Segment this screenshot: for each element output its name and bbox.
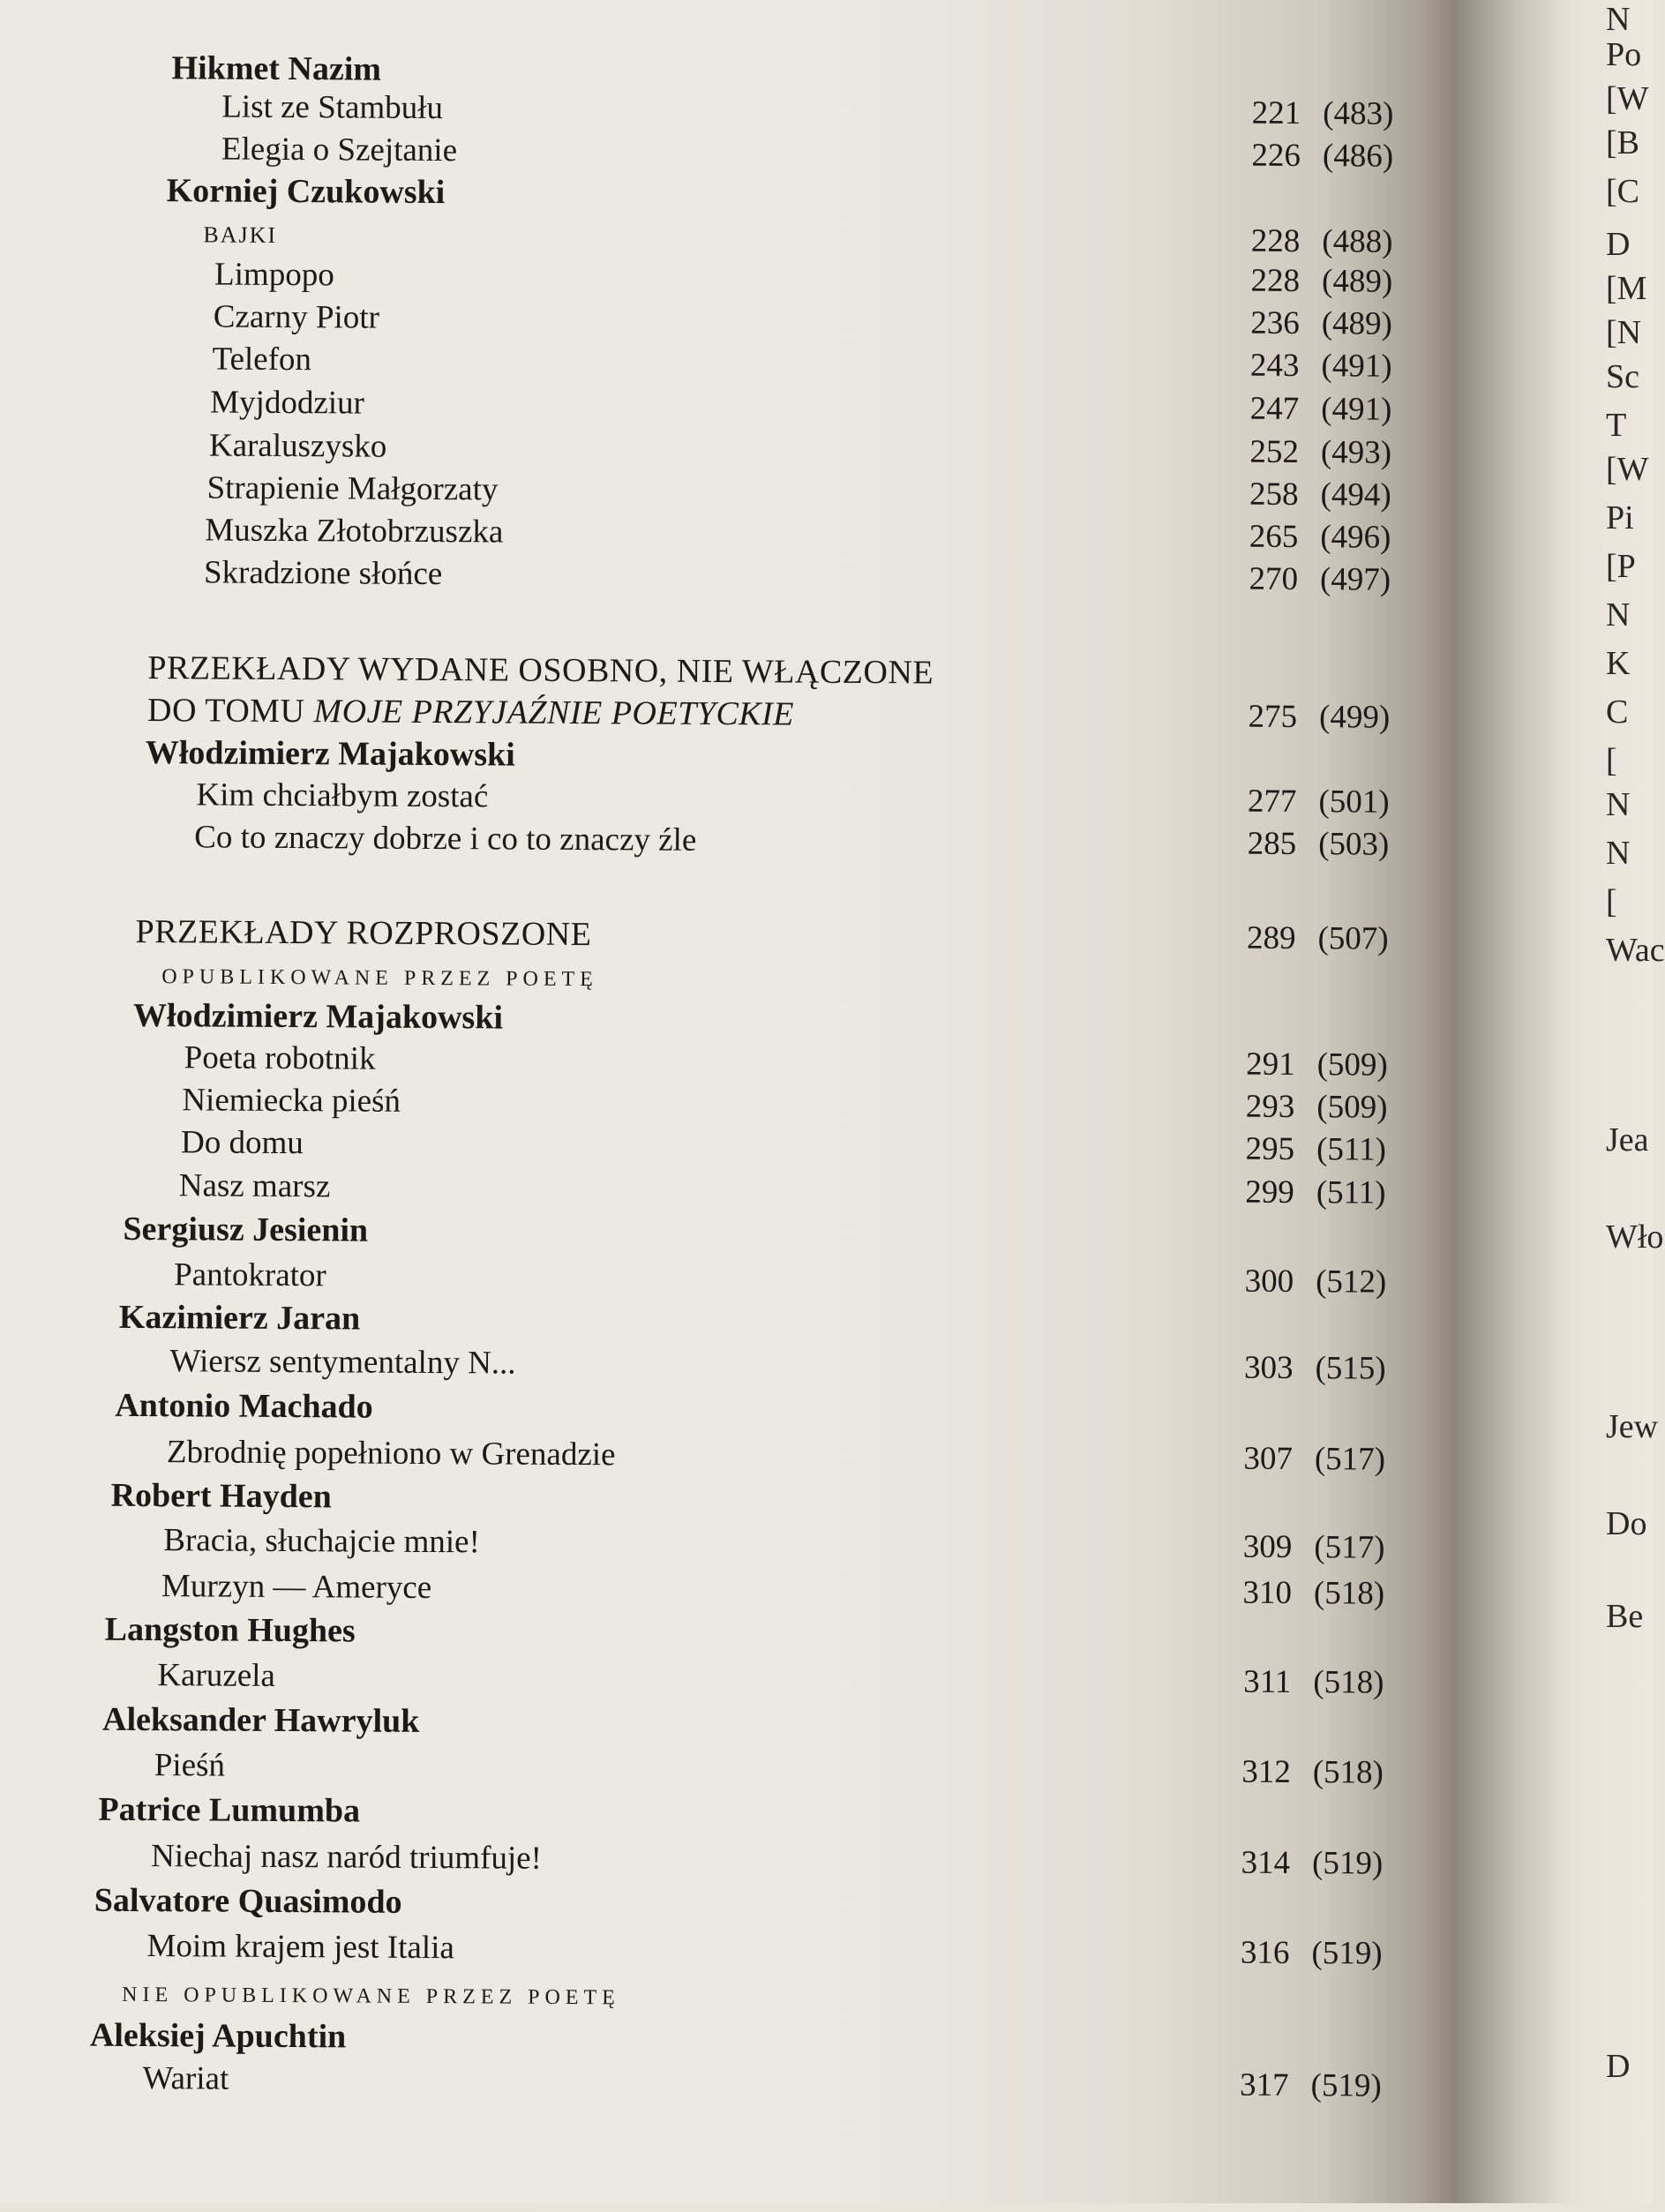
toc-entry (0, 1295, 1492, 1346)
toc-note-page: (509) (1316, 1089, 1388, 1126)
toc-title-text: Poeta robotnik (184, 1039, 376, 1077)
toc-section-text: PRZEKŁADY WYDANE OSOBNO, NIE WŁĄCZONE (147, 649, 934, 692)
toc-entry (0, 1207, 1493, 1258)
toc-entry (0, 1473, 1491, 1525)
toc-author-text: Hikmet Nazim (171, 49, 382, 88)
toc-title-text: Bracia, słuchajcie mnie! (163, 1522, 480, 1561)
toc-page-number: 317 (1239, 2066, 1289, 2103)
toc-entry (0, 1518, 1490, 1570)
toc-page-number: 228 (1250, 222, 1301, 260)
toc-note-page: (517) (1314, 1441, 1386, 1478)
toc-page-number: 277 (1247, 783, 1297, 820)
facing-page-edge (1588, 0, 1665, 2203)
toc-title-text: Elegia o Szejtanie (221, 131, 458, 169)
toc-author-text: Robert Hayden (110, 1476, 332, 1516)
facing-page-fragment: Po (1606, 36, 1642, 73)
facing-page-fragment: D (1606, 2048, 1631, 2085)
facing-page-fragment: [C (1606, 173, 1639, 210)
toc-page-number: 285 (1247, 825, 1297, 862)
toc-note-page: (491) (1321, 348, 1392, 385)
facing-page-fragment: Sc (1606, 358, 1639, 395)
toc-page-number: 310 (1242, 1574, 1293, 1611)
toc-author-text: Włodzimierz Majakowski (132, 996, 504, 1037)
toc-page-number: 314 (1241, 1844, 1291, 1881)
facing-page-fragment: D (1606, 226, 1631, 263)
toc-note-page: (496) (1320, 519, 1391, 556)
toc-entry (0, 1878, 1489, 1930)
facing-page-fragment: Pi (1606, 499, 1634, 536)
toc-page-number: 311 (1243, 1663, 1292, 1700)
facing-page-fragment: N (1606, 786, 1631, 823)
toc-entry (0, 1743, 1489, 1795)
toc-page-number: 295 (1245, 1130, 1295, 1167)
toc-entry (0, 1608, 1490, 1659)
toc-entry (0, 1383, 1491, 1435)
facing-page-fragment: Jea (1606, 1121, 1649, 1158)
toc-page-number: 221 (1251, 94, 1301, 132)
facing-page-fragment: N (1606, 1, 1631, 38)
toc-title-text: List ze Stambułu (221, 88, 444, 127)
toc-page-number: 270 (1249, 560, 1299, 597)
toc-title-text: Myjdodziur (210, 384, 365, 422)
toc-title-text: Nasz marsz (178, 1167, 331, 1205)
toc-note-page: (493) (1320, 434, 1392, 471)
toc-note-page: (501) (1318, 784, 1390, 821)
toc-page-number: 226 (1251, 137, 1301, 175)
toc-entry (0, 1788, 1489, 1839)
toc-title-text: Niemiecka pieśń (182, 1082, 401, 1120)
toc-entry (0, 169, 1499, 220)
toc-page-number: 303 (1243, 1349, 1294, 1386)
toc-note-page: (509) (1316, 1046, 1388, 1084)
toc-note-page: (489) (1321, 263, 1393, 300)
toc-note-page: (518) (1312, 1754, 1384, 1791)
facing-page-fragment: [M (1606, 270, 1647, 307)
toc-note-page: (511) (1316, 1174, 1386, 1211)
toc-title-text: Karaluszysko (208, 427, 387, 465)
toc-title-text: Pieśń (154, 1747, 226, 1784)
facing-page-fragment: [W (1606, 451, 1649, 488)
toc-author-text: Langston Hughes (104, 1610, 356, 1650)
toc-note-page: (511) (1316, 1131, 1386, 1168)
toc-author-text: Aleksander Hawryluk (101, 1700, 420, 1740)
toc-entry (0, 551, 1496, 602)
facing-page-fragment: Wac (1606, 932, 1665, 969)
facing-page-fragment: [W (1606, 80, 1649, 117)
toc-entry (0, 815, 1495, 866)
toc-note-page: (499) (1318, 699, 1391, 736)
toc-title-text: Niechaj nasz naród triumfuje! (151, 1838, 543, 1877)
toc-note-page: (488) (1322, 223, 1393, 260)
toc-entry (0, 1924, 1489, 1976)
toc-page-number: 243 (1249, 347, 1300, 385)
toc-entry (0, 910, 1495, 961)
toc-section-text: PRZEKŁADY ROZPROSZONE (135, 912, 592, 954)
toc-page-number: 300 (1244, 1263, 1294, 1300)
toc-author-text: Antonio Machado (115, 1386, 373, 1426)
facing-page-fragment: [ (1606, 883, 1617, 920)
facing-page-fragment: [N (1606, 314, 1642, 351)
toc-author-text: Korniej Czukowski (166, 172, 446, 212)
toc-note-page: (518) (1313, 1575, 1385, 1612)
toc-note-page: (489) (1321, 305, 1393, 342)
toc-title-text: Pantokrator (174, 1256, 326, 1294)
toc-page-number: 293 (1245, 1088, 1295, 1125)
toc-author-text: Patrice Lumumba (98, 1790, 361, 1830)
toc-title-text: Muszka Złotobrzuszka (205, 512, 504, 551)
toc-page-number: 312 (1241, 1753, 1291, 1790)
toc-title-text: Do domu (180, 1124, 304, 1162)
toc-page-number: 228 (1250, 262, 1301, 300)
toc-title-text: Karuzela (157, 1657, 276, 1694)
toc-page-number: 265 (1249, 518, 1299, 555)
facing-page-fragment: N (1606, 596, 1631, 634)
toc-section-text: DO TOMU (146, 692, 314, 731)
facing-page-fragment: [B (1606, 124, 1639, 161)
toc-entry (0, 1564, 1490, 1616)
toc-title-text: Czarny Piotr (213, 298, 379, 336)
toc-entry (0, 1698, 1489, 1749)
facing-page-fragment: N (1606, 835, 1631, 872)
toc-entry (0, 1834, 1489, 1886)
toc-note-page: (494) (1320, 476, 1391, 514)
toc-title-text: Limpopo (214, 256, 334, 294)
facing-page-fragment: [ (1606, 742, 1617, 779)
toc-entry (0, 1653, 1490, 1705)
toc-page-number: 252 (1249, 433, 1300, 471)
toc-page-number: 236 (1250, 304, 1300, 342)
facing-page-fragment: [P (1606, 548, 1636, 585)
toc-smallcaps-text: OPUBLIKOWANE PRZEZ POETĘ (161, 965, 598, 992)
toc-page-number: 247 (1249, 390, 1300, 428)
toc-bajki-text: BAJKI (203, 221, 278, 248)
toc-note-page: (486) (1322, 138, 1394, 175)
toc-author-text: Włodzimierz Majakowski (145, 734, 515, 774)
toc-page-number: 291 (1246, 1046, 1295, 1083)
toc-title-text: Wiersz sentymentalny N... (169, 1343, 516, 1382)
toc-author-text: Kazimierz Jaran (118, 1298, 361, 1338)
toc-page-number: 258 (1249, 476, 1299, 513)
toc-entry (0, 2013, 1488, 2065)
toc-entry (0, 2057, 1488, 2108)
toc-title-text: Skradzione słońce (203, 554, 443, 593)
toc-note-page: (491) (1321, 391, 1392, 428)
toc-title-text: Strapienie Małgorzaty (206, 469, 499, 508)
toc-note-page: (497) (1319, 561, 1391, 598)
toc-entry (0, 1339, 1492, 1391)
toc-page-number: 316 (1240, 1934, 1290, 1971)
toc-author-text: Aleksiej Apuchtin (89, 2016, 347, 2056)
facing-page-fragment: Do (1606, 1505, 1647, 1542)
toc-title-text: Murzyn — Ameryce (161, 1568, 432, 1607)
toc-page-number: 289 (1246, 919, 1296, 956)
toc-title-text: Moim krajem jest Italia (146, 1928, 454, 1967)
facing-page-fragment: Jew (1606, 1408, 1659, 1445)
toc-note-page: (518) (1313, 1664, 1384, 1701)
facing-page-fragment: T (1606, 407, 1627, 444)
toc-note-page: (519) (1312, 1845, 1384, 1882)
toc-section-line (147, 689, 794, 735)
toc-page-number: 309 (1242, 1528, 1293, 1565)
facing-page-fragment: K (1606, 645, 1631, 682)
toc-note-page: (512) (1316, 1263, 1387, 1301)
toc-title-text: Telefon (212, 341, 312, 379)
toc-note-page: (483) (1323, 95, 1394, 132)
toc-note-page: (517) (1314, 1529, 1385, 1566)
toc-title-text: Wariat (142, 2060, 229, 2097)
facing-page-fragment: C (1606, 694, 1629, 731)
toc-note-page: (519) (1310, 2067, 1382, 2104)
toc-page-number: 307 (1243, 1440, 1294, 1477)
toc-note-page: (515) (1315, 1350, 1386, 1387)
toc-title-text: Zbrodnię popełniono w Grenadzie (166, 1434, 616, 1473)
toc-page-number: 299 (1245, 1173, 1294, 1211)
toc-page-number: 275 (1248, 698, 1298, 735)
facing-page-fragment: Be (1606, 1598, 1644, 1635)
toc-author-text: Sergiusz Jesienin (123, 1210, 369, 1249)
toc-note-page: (519) (1311, 1935, 1383, 1972)
toc-note-page: (503) (1318, 826, 1390, 863)
toc-title-text: Co to znaczy dobrze i co to znaczy źle (194, 819, 697, 859)
toc-section-italic: MOJE PRZYJAŹNIE POETYCKIE (313, 693, 795, 733)
toc-note-page: (507) (1317, 920, 1389, 957)
toc-author-text: Salvatore Quasimodo (94, 1881, 402, 1921)
facing-page-fragment: Wło (1606, 1218, 1664, 1256)
toc-title-text: Kim chciałbym zostać (196, 776, 489, 815)
toc-smallcaps-text: NIE OPUBLIKOWANE PRZEZ POETĘ (122, 1983, 620, 2010)
